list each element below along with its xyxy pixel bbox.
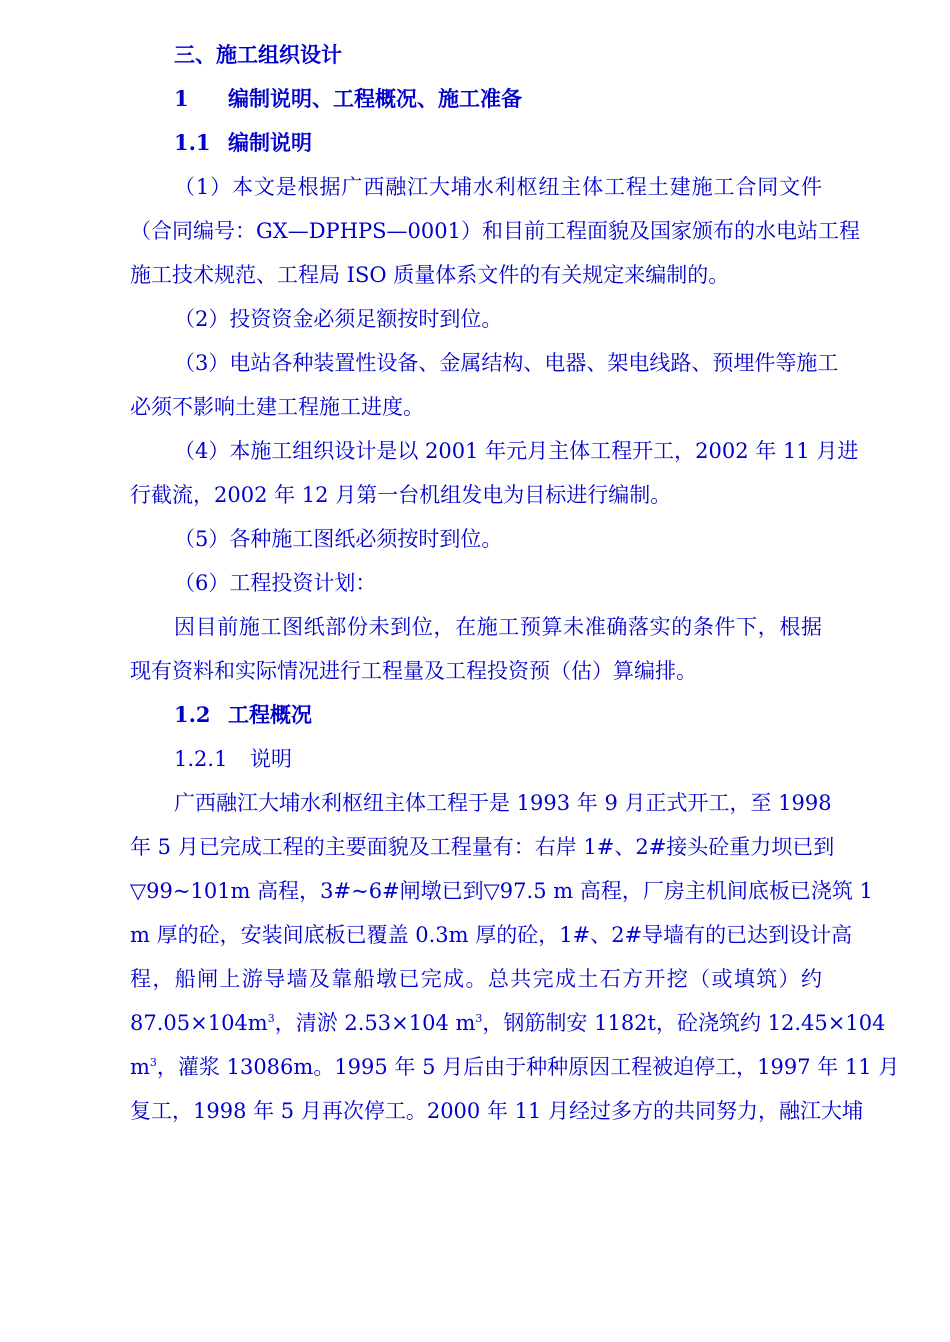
- grouting-text: ，灌浆 13086m。1995 年 5 月后由于种种原因工程被迫停工，1997 年 11 月: [156, 1055, 900, 1079]
- heading-1: [174, 77, 866, 121]
- heading-1-2-1: [174, 737, 866, 781]
- superscript: 3: [149, 1056, 157, 1069]
- paragraph-1-line-3: 施工技术规范、工程局 ISO 质量体系文件的有关规定来编制的。: [130, 263, 730, 287]
- paragraph-8-line-2: 年 5 月已完成工程的主要面貌及工程量有：右岸 1#、2#接头砼重力坝已到: [130, 835, 835, 859]
- paragraph-8-line-5: 程，船闸上游导墙及靠船墩已完成。总共完成土石方开挖（或填筑）约: [130, 967, 822, 991]
- paragraph-3-line-2: 必须不影响土建工程施工进度。: [130, 395, 424, 419]
- heading-1-2-1-text: 说明: [250, 747, 292, 771]
- volume-concrete: ，钢筋制安 1182t，砼浇筑约 12.45×104: [482, 1011, 886, 1035]
- paragraph-7-line-1: 因目前施工图纸部份未到位，在施工预算未准确落实的条件下，根据: [174, 615, 822, 639]
- paragraph-6: （6）工程投资计划：: [174, 571, 377, 595]
- heading-1-1-text: 编制说明: [228, 130, 312, 155]
- superscript: 3: [475, 1012, 483, 1025]
- heading-1-number: 1: [174, 86, 189, 111]
- paragraph-2: （2）投资资金必须足额按时到位。: [174, 307, 503, 331]
- heading-1-2: [174, 693, 866, 737]
- paragraph-5: （5）各种施工图纸必须按时到位。: [174, 527, 503, 551]
- paragraph-3-line-1: （3）电站各种装置性设备、金属结构、电器、架电线路、预埋件等施工: [174, 351, 839, 375]
- heading-1-2-number: 1.2: [174, 702, 211, 727]
- paragraph-7-line-2: 现有资料和实际情况进行工程量及工程投资预（估）算编排。: [130, 659, 697, 683]
- paragraph-8-line-4: m 厚的砼，安装间底板已覆盖 0.3m 厚的砼，1#、2#导墙有的已达到设计高: [130, 923, 853, 947]
- paragraph-8-line-8: 复工，1998 年 5 月再次停工。2000 年 11 月经过多方的共同努力，融江大埔: [130, 1099, 864, 1123]
- heading-1-text: 编制说明、工程概况、施工准备: [228, 86, 522, 111]
- paragraph-1-line-1: （1）本文是根据广西融江大埔水利枢纽主体工程土建施工合同文件: [174, 175, 822, 199]
- paragraph-1-line-2: （合同编号：GX—DPHPS—0001）和目前工程面貌及国家颁布的水电站工程: [130, 219, 860, 243]
- paragraph-8-line-1: 广西融江大埔水利枢纽主体工程于是 1993 年 9 月正式开工，至 1998: [174, 791, 832, 815]
- heading-1-1: [174, 121, 866, 165]
- section-title: 三、施工组织设计: [174, 42, 342, 67]
- volume-dredging: ，清淤 2.53×104 m: [274, 1011, 476, 1035]
- paragraph-8-line-3: ▽99~101m 高程，3#~6#闸墩已到▽97.5 m 高程，厂房主机间底板已浇筑 1: [130, 879, 873, 903]
- superscript: 3: [267, 1012, 275, 1025]
- unit-m: m: [130, 1055, 150, 1079]
- heading-1-2-text: 工程概况: [228, 702, 312, 727]
- volume-excavation: 87.05×104m: [130, 1011, 268, 1035]
- paragraph-8-line-6: [130, 1001, 886, 1045]
- heading-1-2-1-number: 1.2.1: [174, 747, 228, 771]
- paragraph-4-line-1: （4）本施工组织设计是以 2001 年元月主体工程开工，2002 年 11 月进: [174, 439, 859, 463]
- heading-1-1-number: 1.1: [174, 130, 211, 155]
- paragraph-8-line-7: [130, 1045, 900, 1089]
- paragraph-4-line-2: 行截流，2002 年 12 月第一台机组发电为目标进行编制。: [130, 483, 672, 507]
